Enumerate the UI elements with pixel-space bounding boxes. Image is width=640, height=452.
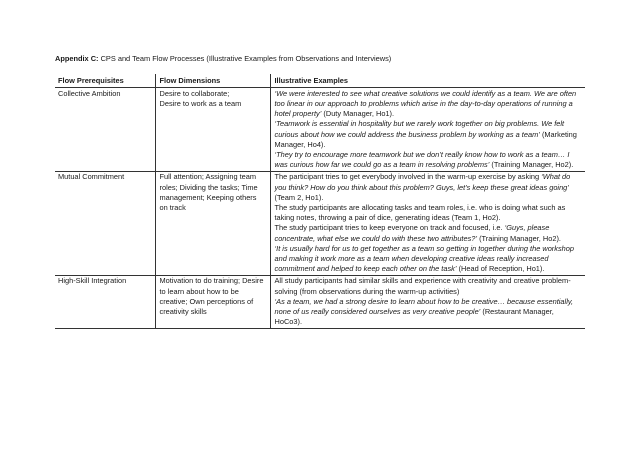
table-row-mutual-commitment — [55, 171, 585, 275]
example-quote: ‘It is usually hard for us to get together as a team so getting in together during the workshop and making it work more as a team when developing creative ideas really increased commitment and helped to keep each other on the task’ — [274, 243, 574, 274]
example-item — [275, 150, 583, 170]
examples-cell — [270, 171, 585, 275]
appendix-label: Appendix C: — [55, 54, 99, 63]
example-quote: ‘We were interested to see what creative solutions we could identify as a team. We are often too linear in our approach to problems which arise in the day-to-day operations of running a hotel property’ — [274, 88, 577, 119]
column-header-illustrative-examples: Illustrative Examples — [270, 74, 585, 88]
example-item — [275, 89, 583, 120]
example-source: (Head of Reception, Ho1). — [456, 264, 545, 274]
example-item — [275, 244, 583, 275]
dimension-item: Desire to collaborate; — [159, 88, 230, 98]
example-quote: ‘They try to encourage more teamwork but we don’t really know how to work as a team… I was curious how far we could go as a team in resolving problems’ — [274, 149, 570, 170]
example-quote: ‘Guys, please concentrate, what else we could do with these two attributes?’ — [274, 223, 550, 243]
example-quote: ‘Teamwork is essential in hospitality but we rarely work together on big problems. We felt curious about how we could address the business problem by working as a team’ — [274, 119, 565, 139]
appendix-table — [55, 74, 585, 329]
example-source: (Training Manager, Ho2). — [489, 160, 574, 170]
example-source: (Marketing Manager, Ho4). — [274, 129, 577, 149]
dimensions-cell — [155, 171, 270, 275]
dimension-item: Motivation to do training; Desire to learn about how to be creative; Own perceptions of creativity skills — [159, 276, 264, 316]
example-item — [275, 172, 583, 203]
example-item — [275, 203, 583, 223]
appendix-title-text: CPS and Team Flow Processes (Illustrative Examples from Observations and Interviews) — [98, 54, 392, 63]
column-header-flow-prerequisites: Flow Prerequisites — [55, 74, 155, 88]
dimension-item: Full attention; Assigning team roles; Dividing the tasks; Time management; Keeping others on track — [159, 172, 258, 212]
dimensions-cell — [155, 88, 270, 172]
example-item — [275, 297, 583, 328]
examples-cell — [270, 275, 585, 328]
table-row-high-skill-integration — [55, 275, 585, 328]
prerequisite-cell: Mutual Commitment — [55, 171, 155, 275]
example-text: The study participants are allocating tasks and team roles, i.e. who is doing what such as taking notes, throwing a pair of dice, generating ideas (Team 1, Ho2). — [274, 202, 566, 223]
table-row-collective-ambition — [55, 88, 585, 172]
example-source: (Team 2, Ho1). — [274, 192, 324, 202]
example-source: (Restaurant Manager, HoCo3). — [274, 306, 554, 327]
example-quote: ‘What do you think? How do you think about this problem? Guys, let’s keep these great ideas going’ — [274, 172, 571, 192]
table-header-row — [55, 74, 585, 88]
prerequisite-cell: High-Skill Integration — [55, 275, 155, 328]
example-source: (Duty Manager, Ho1). — [321, 109, 395, 119]
example-item — [275, 223, 583, 243]
example-text: The study participant tries to keep everyone on track and focused, i.e. — [274, 223, 505, 233]
dimensions-cell — [155, 275, 270, 328]
example-item — [275, 276, 583, 296]
dimension-item: Desire to work as a team — [159, 98, 242, 108]
example-quote: ‘As a team, we had a strong desire to learn about how to be creative… because essentially, none of us really considered ourselves as very creative people’ — [274, 296, 574, 316]
examples-cell — [270, 88, 585, 172]
page-title — [55, 54, 391, 63]
example-text: The participant tries to get everybody involved in the warm-up exercise by asking — [274, 172, 542, 182]
example-item — [275, 119, 583, 150]
example-source: (Training Manager, Ho2). — [477, 233, 561, 243]
prerequisite-cell: Collective Ambition — [55, 88, 155, 172]
column-header-flow-dimensions: Flow Dimensions — [155, 74, 270, 88]
example-text: All study participants had similar skills and experience with creativity and creative problem-solving (from observations during the warm-up activities) — [274, 276, 571, 296]
